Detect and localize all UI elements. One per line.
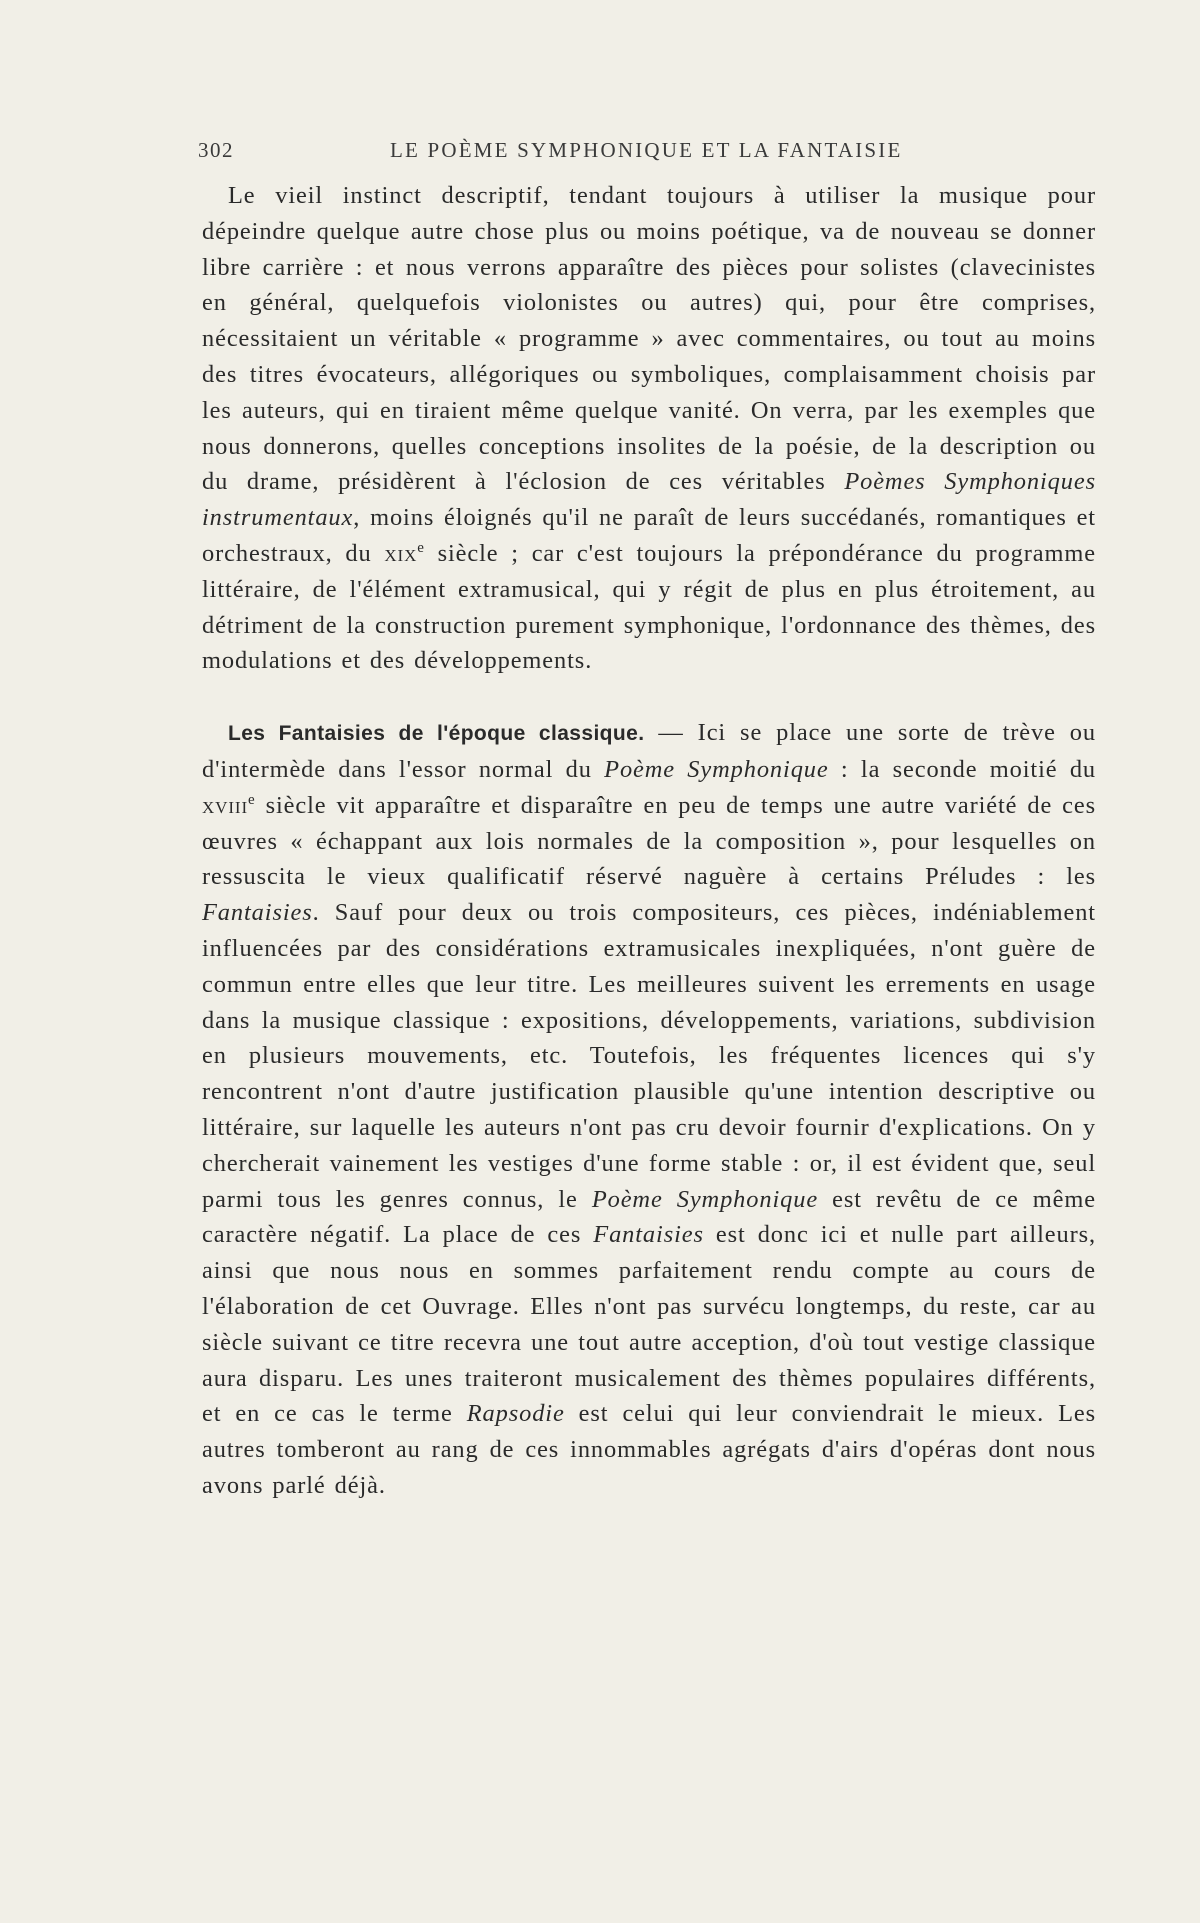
italic-title: Fantaisies	[202, 899, 313, 927]
body-text	[202, 178, 1096, 1504]
section-heading: Les Fantaisies de l'époque classique.	[228, 722, 645, 746]
paragraph-text: Le vieil instinct descriptif, tendant toujours à utiliser la musique pour dépeindre quelque autre chose plus ou moins poétique, va de nouveau se donner libre carrière : et nous verrons apparaître des pièces pour solistes (clavecinistes en général, quelquefois violonistes ou autres) qui, pour être comprises, nécessitaient un véritable « programme » avec commentaires, ou tout au moins des titres évocateurs, allégoriques ou symboliques, complaisamment choisis par les auteurs, qui en tiraient même quelque vanité. On verra, par les exemples que nous donnerons, quelles conceptions insolites de la poésie, de la description ou du drame, présidèrent à l'éclosion de ces véritables	[202, 182, 1096, 496]
century-suffix: e	[248, 791, 256, 808]
paragraph-fantaisies	[202, 715, 1096, 1504]
century-numeral: xix	[384, 539, 418, 567]
century-suffix: e	[417, 539, 425, 556]
paragraph-descriptive-instinct	[202, 178, 1096, 679]
paragraph-text: . Sauf pour deux ou trois compositeurs, ces pièces, indéniablement influencées par des considérations extramusicales inexpliquées, n'ont guère de commun entre elles que leur titre. Les meilleures suivent les errements en usage dans la musique classique : expositions, développements, variations, subdivision en plusieurs mouvements, etc. Toutefois, les fréquentes licences qui s'y rencontrent n'ont d'autre justification plausible qu'une intention descriptive ou littéraire, sur laquelle les auteurs n'ont pas cru devoir fournir d'explications. On y chercherait vainement les vestiges d'une forme stable : or, il est évident que, seul parmi tous les genres connus, le	[202, 899, 1096, 1213]
italic-title: Poème Symphonique	[591, 1185, 819, 1213]
section-fantaisies	[202, 715, 1096, 1504]
century-numeral: xviii	[202, 791, 249, 819]
paragraph-text: siècle vit apparaître et disparaître en peu de temps une autre variété de ces œuvres « échappant aux lois normales de la composition », pour lesquelles on ressuscita le vieux qualificatif réservé naguère à certains Préludes : les	[202, 791, 1096, 891]
italic-title: Rapsodie	[466, 1400, 565, 1428]
italic-title: Poèmes Symphoniques instrumentaux	[202, 468, 1096, 532]
paragraph-text: est celui qui leur conviendrait le mieux. Les autres tomberont au rang de ces innommables agrégats d'airs d'opéras dont nous avons parlé déjà.	[202, 1400, 1096, 1499]
paragraph-text: est revêtu de ce même caractère négatif. La place de ces	[202, 1185, 1097, 1249]
paragraph-text: siècle ; car c'est toujours la prépondérance du programme littéraire, de l'élément extramusical, qui y régit de plus en plus étroitement, au détriment de la construction purement symphonique, l'ordonnance des thèmes, des modulations et des développements.	[202, 539, 1096, 675]
paragraph-text: , moins éloignés qu'il ne paraît de leurs succédanés, romantiques et orchestraux, du	[202, 504, 1096, 567]
running-title: LE POÈME SYMPHONIQUE ET LA FANTAISIE	[390, 138, 903, 162]
paragraph-text: Ici se place une sorte de trève ou d'intermède dans l'essor normal du	[202, 719, 1096, 783]
paragraph-text: est donc ici et nulle part ailleurs, ainsi que nous nous en sommes parfaitement rendu compte au cours de l'élaboration de cet Ouvrage. Elles n'ont pas survécu longtemps, du reste, car au siècle suivant ce titre recevra une tout autre acception, d'où tout vestige classique aura disparu. Les unes traiteront musicalement des thèmes populaires différents, et en ce cas le terme	[202, 1221, 1096, 1428]
paragraph-text: : la seconde moitié du	[828, 755, 1097, 783]
page-number: 302	[198, 138, 234, 162]
italic-title: Poème Symphonique	[604, 755, 829, 783]
heading-dash: —	[644, 719, 698, 747]
running-head	[198, 138, 1098, 164]
italic-title: Fantaisies	[593, 1221, 704, 1249]
